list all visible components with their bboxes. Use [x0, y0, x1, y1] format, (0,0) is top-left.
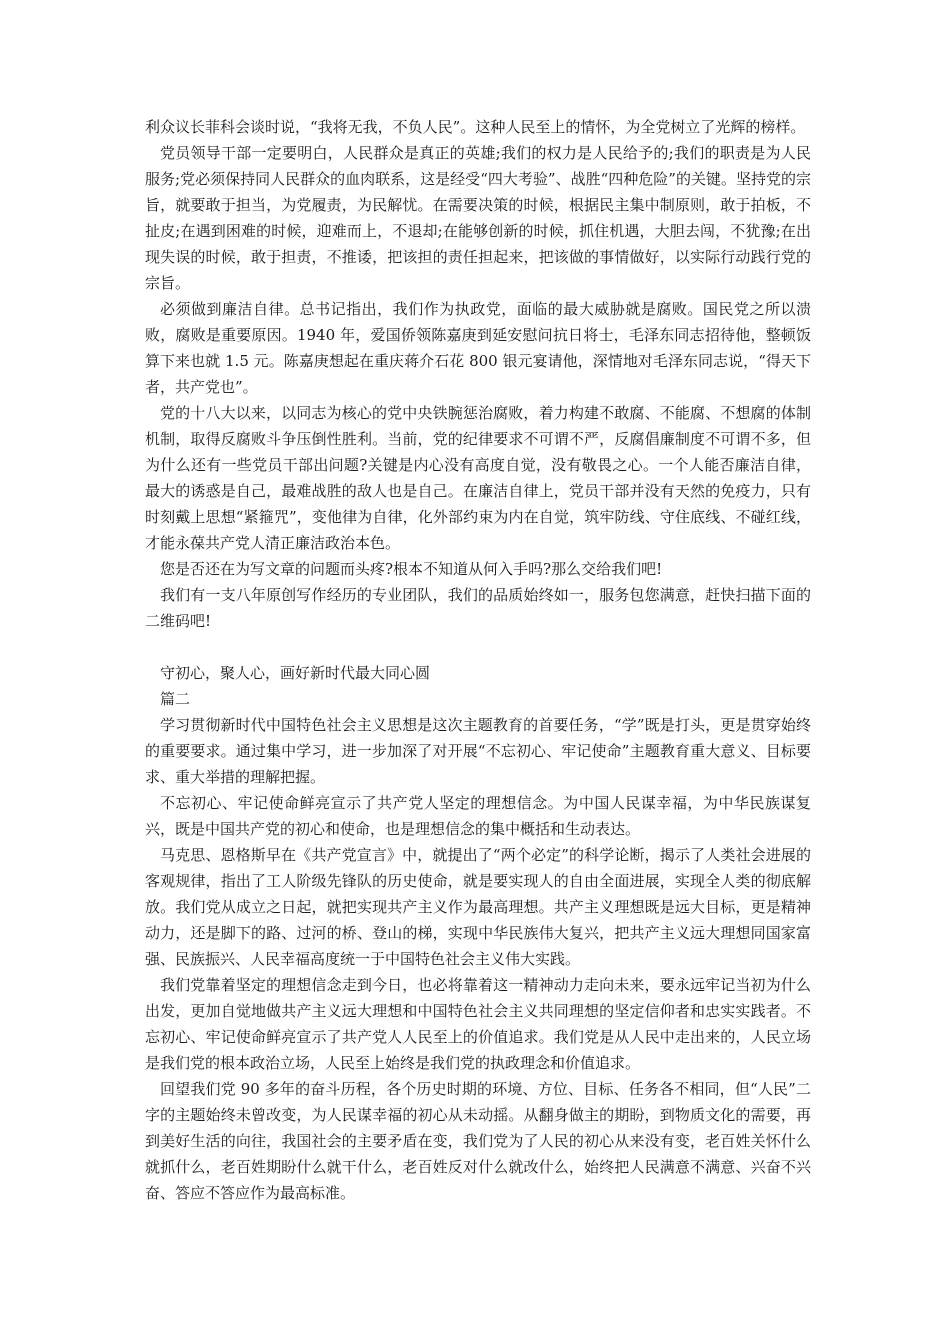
paragraph: 学习贯彻新时代中国特色社会主义思想是这次主题教育的首要任务，“学”既是打头，更是贯穿始终的重要要求。通过集中学习，进一步加深了对开展“不忘初心、牢记使命”主题教育重大意义、目标要求、重大举措的理解把握。: [145, 716, 811, 786]
paragraph: 回望我们党 90 多年的奋斗历程，各个历史时期的环境、方位、目标、任务各不相同，但“人民”二字的主题始终未曾改变，为人民谋幸福的初心从未动摇。从翻身做主的期盼，到物质文化的需要，再到美好生活的向往，我国社会的主要矛盾在变，我们党为了人民的初心从来没有变，老百姓关怀什么就抓什么，老百姓期盼什么就干什么，老百姓反对什么就改什么，始终把人民满意不满意、兴奋不兴奋、答应不答应作为最高标准。: [145, 1080, 811, 1202]
paragraph: 我们党靠着坚定的理想信念走到今日，也必将靠着这一精神动力走向未来，要永远牢记当初为什么出发，更加自觉地做共产主义远大理想和中国特色社会主义共同理想的坚定信仰者和忠实实践者。不忘初心、牢记使命鲜亮宣示了共产党人人民至上的价值追求。我们党是从人民中走出来的，人民立场是我们党的根本政治立场，人民至上始终是我们党的执政理念和价值追求。: [145, 976, 811, 1072]
paragraph: 马克思、恩格斯早在《共产党宣言》中，就提出了“两个必定”的科学论断，揭示了人类社会进展的客观规律，指出了工人阶级先锋队的历史使命，就是要实现人的自由全面进展，实现全人类的彻底解放。我们党从成立之日起，就把实现共产主义作为最高理想。共产主义理想既是远大目标，更是精神动力，还是脚下的路、过河的桥、登山的梯，实现中华民族伟大复兴，把共产主义远大理想同国家富强、民族振兴、人民幸福高度统一于中国特色社会主义伟大实践。: [145, 846, 811, 968]
paragraph: 党员领导干部一定要明白，人民群众是真正的英雄;我们的权力是人民给予的;我们的职责是为人民服务;党必须保持同人民群众的血肉联系，这是经受“四大考验”、战胜“四种危险”的关键。坚持党的宗旨，就要敢于担当，为党履责，为民解忧。在需要决策的时候，根据民主集中制原则，敢于拍板，不扯皮;在遇到困难的时候，迎难而上，不退却;在能够创新的时候，抓住机遇，大胆去闯，不犹豫;在出现失误的时候，敢于担责，不推诿，把该担的责任担起来，把该做的事情做好，以实际行动践行党的宗旨。: [145, 144, 811, 292]
blank-line: [145, 634, 811, 660]
article-title: 守初心，聚人心，画好新时代最大同心圆: [160, 664, 431, 682]
paragraph: 我们有一支八年原创写作经历的专业团队，我们的品质始终如一，服务包您满意，赶快扫描下面的二维码吧!: [145, 586, 811, 630]
paragraph: 必须做到廉洁自律。总书记指出，我们作为执政党，面临的最大威胁就是腐败。国民党之所以溃败，腐败是重要原因。1940 年，爱国侨领陈嘉庚到延安慰问抗日将士，毛泽东同志招待他，整顿饭算下来也就 1.5 元。陈嘉庚想起在重庆蒋介石花 800 银元宴请他，深情地对毛泽东同志说，“得天下者，共产党也”。: [145, 300, 811, 396]
section-label: 篇二: [160, 690, 191, 708]
paragraph: 不忘初心、牢记使命鲜亮宣示了共产党人坚定的理想信念。为中国人民谋幸福，为中华民族谋复兴，既是中国共产党的初心和使命，也是理想信念的集中概括和生动表达。: [145, 794, 811, 838]
paragraph: 利众议长菲科会谈时说，“我将无我，不负人民”。这种人民至上的情怀，为全党树立了光辉的榜样。: [145, 118, 806, 136]
paragraph: 您是否还在为写文章的问题而头疼?根本不知道从何入手吗?那么交给我们吧!: [160, 560, 663, 578]
paragraph: 党的十八大以来，以同志为核心的党中央铁腕惩治腐败，着力构建不敢腐、不能腐、不想腐的体制机制，取得反腐败斗争压倒性胜利。当前，党的纪律要求不可谓不严，反腐倡廉制度不可谓不多，但为什么还有一些党员干部出问题?关键是内心没有高度自觉，没有敬畏之心。一个人能否廉洁自律，最大的诱惑是自己，最难战胜的敌人也是自己。在廉洁自律上，党员干部并没有天然的免疫力，只有时刻戴上思想“紧箍咒”，变他律为自律，化外部约束为内在自觉，筑牢防线、守住底线、不碰红线，才能永葆共产党人清正廉洁政治本色。: [145, 404, 811, 552]
document-page: [145, 114, 811, 1206]
